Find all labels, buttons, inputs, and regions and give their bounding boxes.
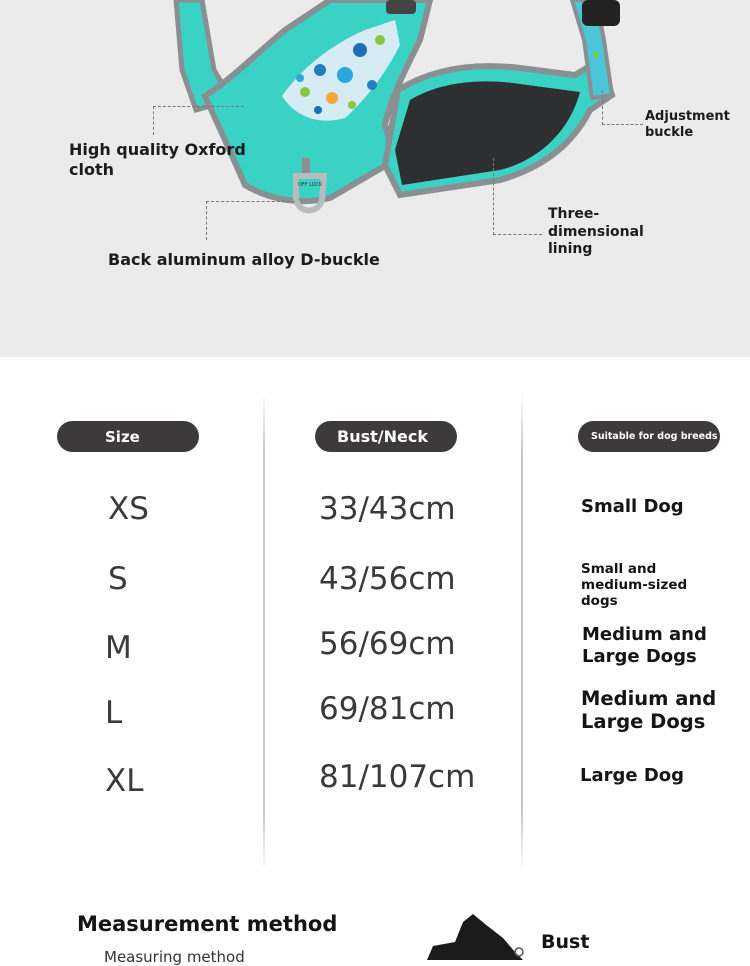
size-header-pill (57, 421, 199, 452)
measurement-title: Measurement method (77, 912, 338, 936)
bust-neck-cell: 69/81cm (319, 691, 456, 727)
size-cell: M (105, 630, 132, 666)
product-feature-panel (0, 0, 750, 357)
bust-neck-cell: 33/43cm (319, 491, 456, 527)
size-cell: XL (105, 763, 144, 799)
dbuckle-leader-line (206, 201, 295, 240)
breeds-header-label: Suitable for dog breeds (591, 431, 718, 442)
bust-neck-cell: 43/56cm (319, 561, 456, 597)
breed-cell: Small Dog (581, 496, 684, 517)
bust-neck-header-pill (315, 421, 457, 452)
adjustment-leader-line (602, 90, 643, 125)
dbuckle-callout: Back aluminum alloy D-buckle (108, 250, 380, 269)
harness-tag-text: OFF LUCK (297, 182, 323, 188)
bust-neck-cell: 56/69cm (319, 626, 456, 662)
size-header-label: Size (105, 427, 140, 446)
column-divider-1 (263, 392, 265, 872)
size-cell: L (105, 695, 123, 731)
measurement-subtitle: Measuring method (104, 948, 245, 966)
size-cell: S (108, 561, 128, 597)
breed-cell: Medium and Large Dogs (582, 624, 707, 667)
breeds-header-pill (578, 421, 720, 452)
oxford-leader-line (153, 106, 244, 135)
adjustment-callout: Adjustment buckle (645, 109, 730, 141)
bust-label: Bust (541, 931, 590, 953)
lining-leader-line (493, 158, 542, 235)
breed-cell: Small and medium-sized dogs (581, 561, 688, 610)
oxford-callout: High quality Oxford cloth (69, 140, 246, 179)
breed-cell: Medium and Large Dogs (581, 687, 717, 734)
breed-cell: Large Dog (580, 765, 685, 786)
bust-neck-cell: 81/107cm (319, 759, 476, 795)
adjustment-buckle-shape (582, 0, 620, 26)
size-cell: XS (108, 491, 149, 527)
bust-neck-header-label: Bust/Neck (337, 427, 428, 446)
dog-silhouette-icon (425, 912, 535, 960)
lining-callout: Three-dimensional lining (548, 206, 644, 257)
column-divider-2 (521, 392, 523, 872)
